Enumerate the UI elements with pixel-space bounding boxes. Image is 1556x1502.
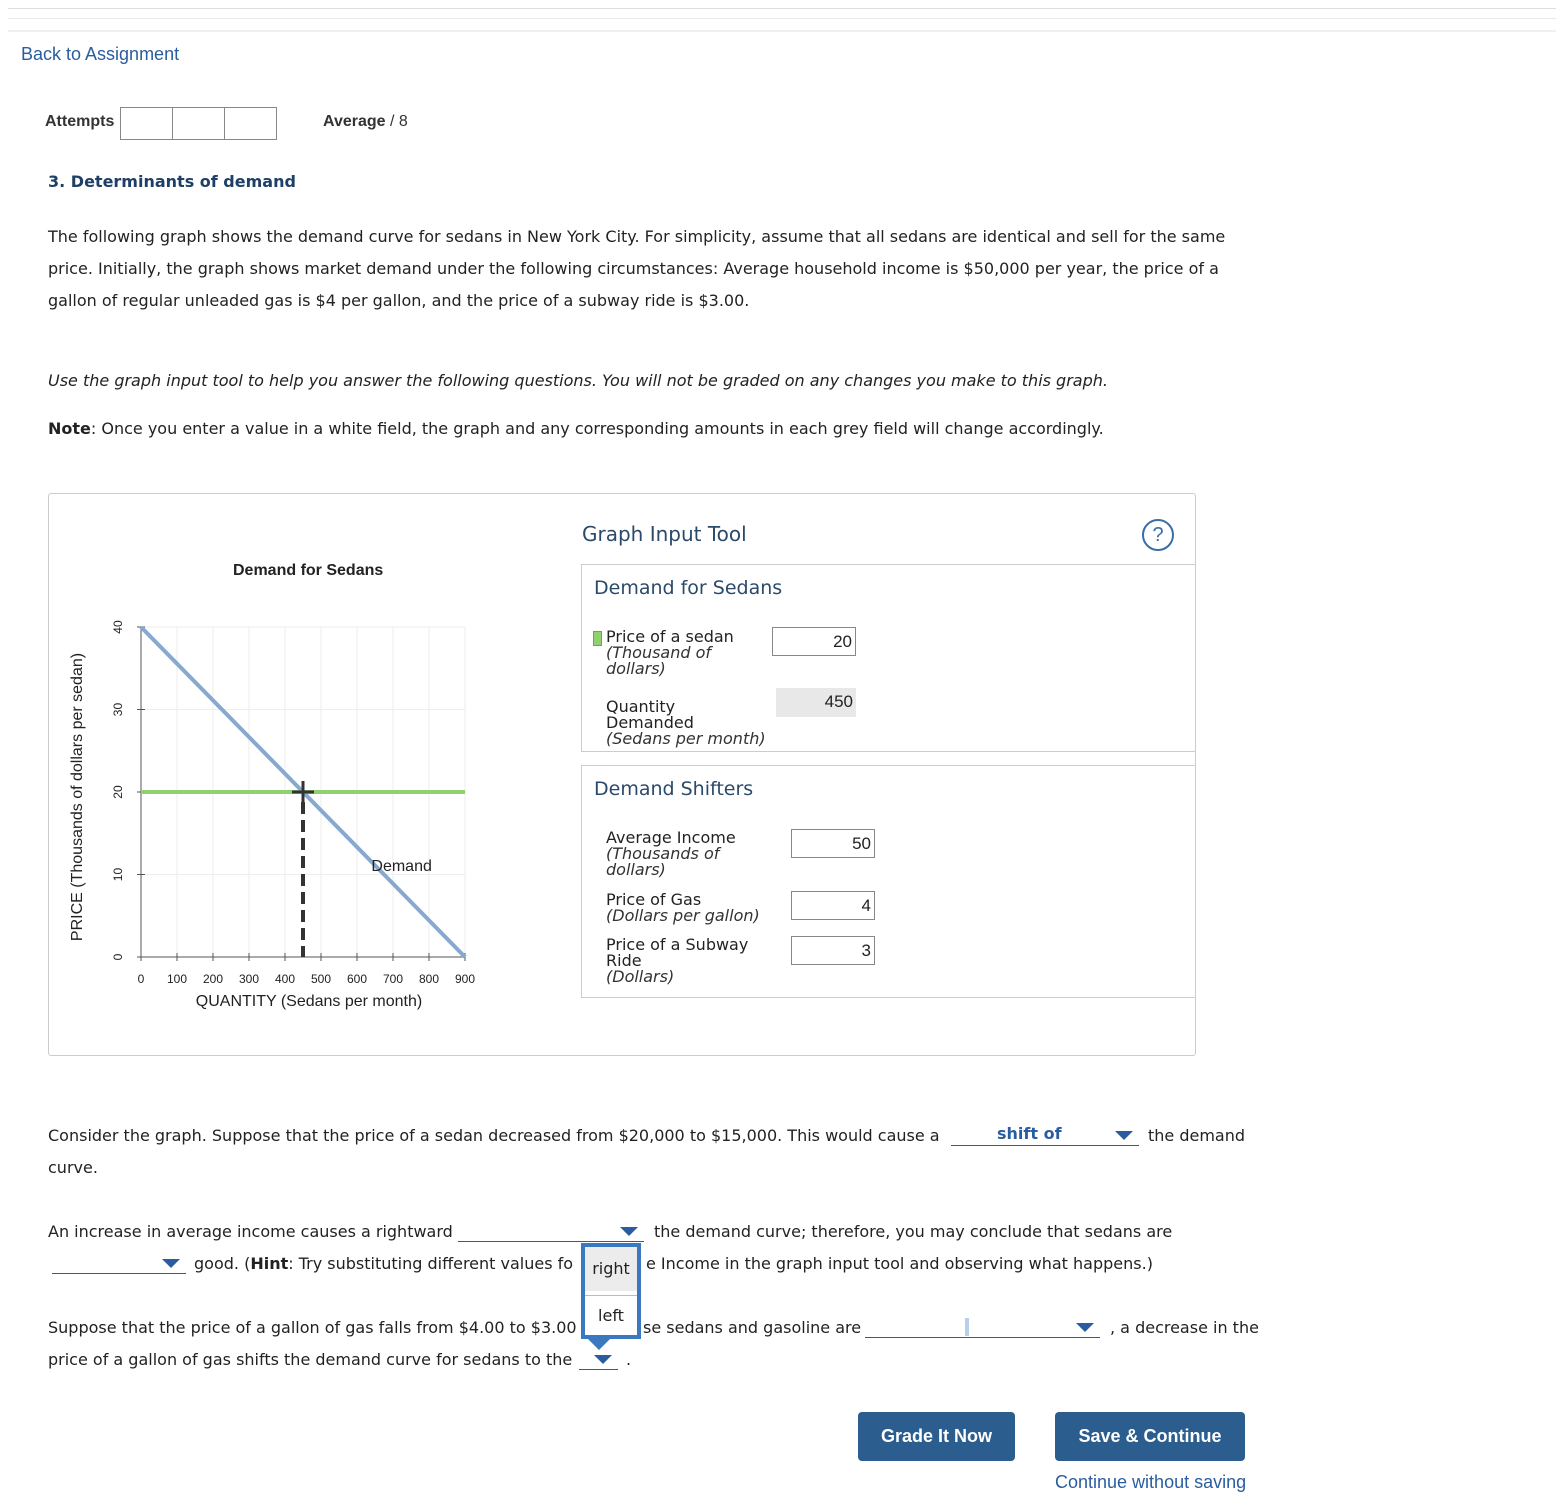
chevron-down-icon	[162, 1259, 180, 1268]
chevron-down-icon	[1076, 1323, 1094, 1332]
x-axis-label: QUANTITY (Sedans per month)	[195, 993, 423, 1010]
q1-text: Consider the graph. Suppose that the price of a sedan decreased from $20,000 to $15,000. This would cause a	[48, 1126, 940, 1145]
y-tick-label: 20	[111, 785, 126, 799]
gas-price-label: Price of Gas (Dollars per gallon)	[606, 890, 760, 925]
note-text: Note: Once you enter a value in a white field, the graph and any corresponding amounts in each grey field will change accordingly.	[48, 419, 1104, 438]
q2-good-select[interactable]	[52, 1252, 186, 1274]
q3-text: Suppose that the price of a gallon of gas falls from $4.00 to $3.00	[48, 1318, 577, 1337]
average-score: Average / 8	[323, 113, 408, 130]
demand-section	[581, 564, 1195, 752]
q3-period: .	[626, 1350, 632, 1369]
instruction-text: Use the graph input tool to help you answer the following questions. You will not be graded on any changes you make to this graph.	[48, 371, 1108, 390]
q1-select[interactable]	[951, 1124, 1139, 1146]
q2-text: An increase in average income causes a rightward	[48, 1222, 453, 1241]
price-input[interactable]: 20	[772, 627, 856, 656]
chart-title: Demand for Sedans	[233, 562, 384, 579]
y-tick-label: 0	[111, 953, 126, 961]
y-axis-label: PRICE (Thousands of dollars per sedan)	[69, 652, 86, 942]
q2-hint-b: e Income in the graph input tool and observing what happens.)	[646, 1254, 1153, 1273]
price-line-swatch	[593, 631, 602, 646]
help-icon[interactable]: ?	[1142, 519, 1174, 551]
q2-shift-select[interactable]	[458, 1220, 644, 1242]
quantity-demanded-label: Quantity Demanded (Sedans per month)	[606, 697, 766, 748]
attempt-box	[172, 107, 225, 140]
y-tick-label: 30	[111, 702, 126, 717]
price-label: Price of a sedan (Thousand of dollars)	[606, 627, 734, 678]
dropdown-option-right[interactable]: right	[585, 1247, 637, 1291]
x-tick-label: 200	[202, 972, 224, 986]
attempt-box	[224, 107, 277, 140]
quantity-demanded-value: 450	[776, 688, 856, 717]
q2-hint-a: good. (Hint: Try substituting different values fo	[194, 1254, 574, 1273]
x-tick-label: 600	[346, 972, 368, 986]
demand-section-title: Demand for Sedans	[594, 577, 783, 599]
q2-text-after: the demand curve; therefore, you may conclude that sedans are	[654, 1222, 1173, 1241]
x-tick-label: 700	[382, 972, 404, 986]
q3-line2: price of a gallon of gas shifts the demand curve for sedans to the	[48, 1350, 573, 1369]
x-tick-label: 0	[137, 972, 145, 986]
chevron-down-icon	[594, 1355, 612, 1364]
income-label: Average Income (Thousands of dollars)	[606, 828, 736, 879]
q1-text-line2: curve.	[48, 1158, 98, 1177]
x-tick-label: 500	[310, 972, 332, 986]
direction-dropdown-menu	[581, 1243, 641, 1339]
subway-price-input[interactable]: 3	[791, 936, 875, 965]
y-tick-label: 10	[111, 867, 126, 882]
question-intro: The following graph shows the demand curve for sedans in New York City. For simplicity, assume that all sedans are identical and sell for the same price. Initially, the graph shows market demand under the following circumstances: Average household income is $50,000 per year, the price of a gallon of regular unleaded gas is $4 per gallon, and the price of a subway ride is $3.00.	[48, 227, 1226, 310]
q3-text-c: , a decrease in the	[1110, 1318, 1259, 1337]
demand-shifters-section	[581, 765, 1195, 998]
top-divider	[8, 8, 1556, 9]
dropdown-pointer	[588, 1339, 610, 1350]
x-tick-label: 400	[274, 972, 296, 986]
gas-price-input[interactable]: 4	[791, 891, 875, 920]
subway-price-label: Price of a Subway Ride (Dollars)	[606, 935, 749, 986]
attempt-box	[120, 107, 173, 140]
grade-it-now-button[interactable]: Grade It Now	[858, 1412, 1015, 1461]
q3-text-b: se sedans and gasoline are	[643, 1318, 862, 1337]
question-title: 3. Determinants of demand	[48, 172, 296, 191]
continue-without-saving-link[interactable]: Continue without saving	[1055, 1472, 1247, 1492]
q3-relation-select[interactable]	[865, 1316, 1100, 1338]
attempts-label: Attempts	[45, 113, 115, 130]
q1-selected-value: shift of	[997, 1124, 1062, 1143]
text-cursor	[965, 1318, 969, 1336]
chevron-down-icon	[1115, 1131, 1133, 1140]
back-to-assignment-link[interactable]: Back to Assignment	[21, 44, 180, 64]
top-divider	[8, 30, 1556, 32]
demand-shifters-title: Demand Shifters	[594, 778, 754, 800]
dropdown-option-left[interactable]: left	[585, 1295, 637, 1335]
x-tick-label: 900	[454, 972, 476, 986]
q1-text-after: the demand	[1148, 1126, 1246, 1145]
income-input[interactable]: 50	[791, 829, 875, 858]
save-continue-button[interactable]: Save & Continue	[1055, 1412, 1245, 1461]
x-tick-label: 100	[166, 972, 188, 986]
demand-curve-label: Demand	[371, 858, 432, 876]
y-tick-label: 40	[111, 620, 126, 634]
demand-chart[interactable]	[60, 600, 500, 1020]
q3-direction-select[interactable]	[579, 1348, 618, 1370]
top-divider	[8, 18, 1556, 19]
x-tick-label: 800	[418, 972, 440, 986]
graph-input-tool-title: Graph Input Tool	[582, 522, 747, 546]
chevron-down-icon	[620, 1227, 638, 1236]
x-tick-label: 300	[238, 972, 260, 986]
